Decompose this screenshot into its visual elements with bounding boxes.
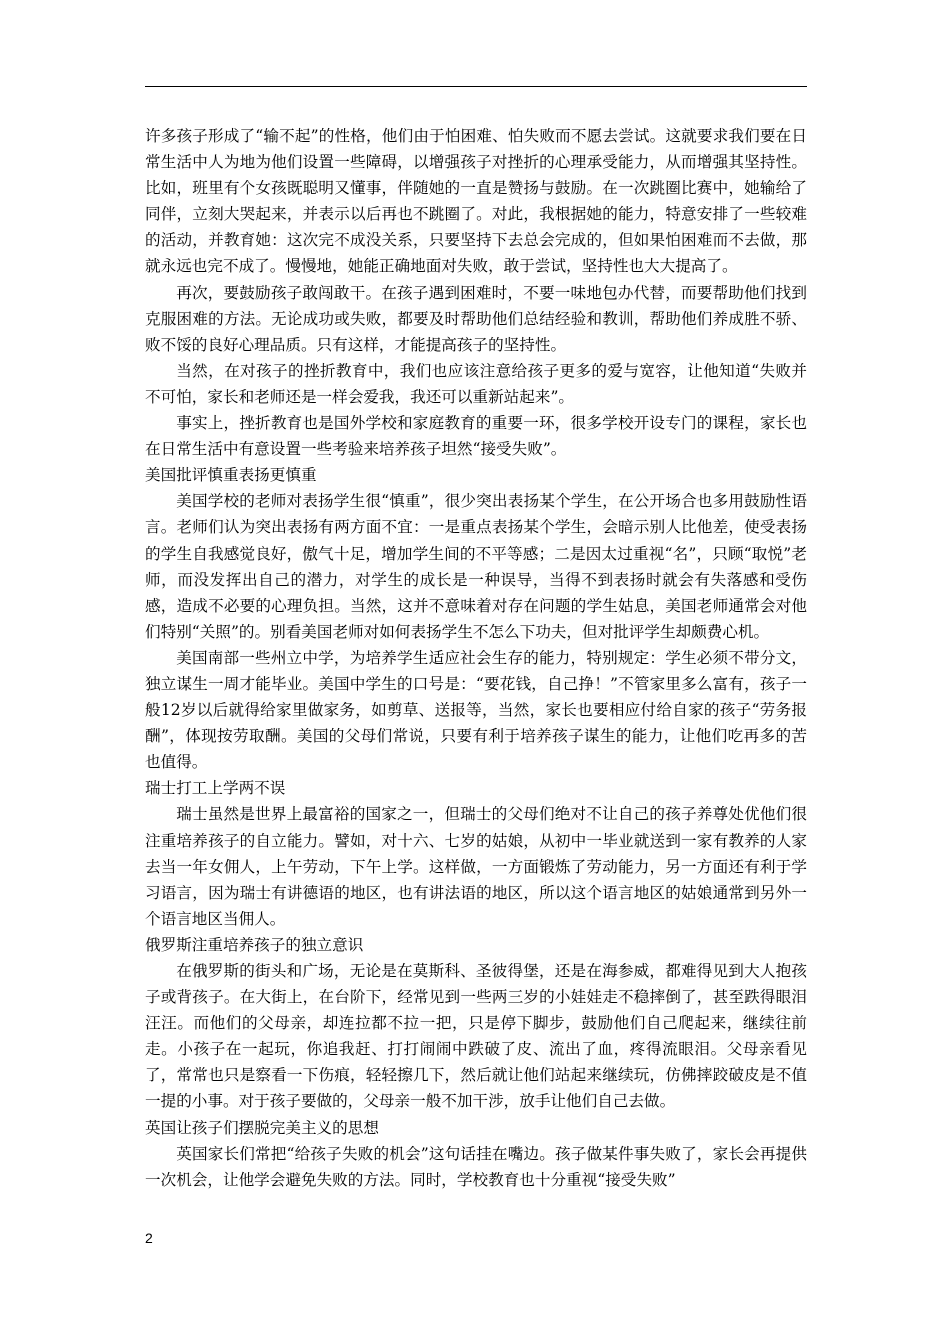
paragraph: 英国家长们常把“给孩子失败的机会”这句话挂在嘴边。孩子做某件事失败了，家长会再提供一次机会，让他学会避免失败的方法。同时，学校教育也十分重视“接受失败” xyxy=(145,1144,807,1189)
paragraph: 在俄罗斯的街头和广场，无论是在莫斯科、圣彼得堡，还是在海参威，都难得见到大人抱孩子或背孩子。在大街上，在台阶下，经常见到一些两三岁的小娃娃走不稳摔倒了，甚至跌得眼泪汪汪。而他们的父母亲，却连拉都不拉一把，只是停下脚步，鼓励他们自己爬起来，继续往前走。小孩子在一起玩，你追我赶、打打闹闹中跌破了皮、流出了血，疼得流眼泪。父母亲看见了，常常也只是察看一下伤痕，轻轻擦几下，然后就让他们站起来继续玩，仿佛摔跤破皮是不值一提的小事。对于孩子要做的，父母亲一般不加干涉，放手让他们自己去做。 xyxy=(145,962,807,1111)
section-heading: 瑞士打工上学两不误 xyxy=(145,779,286,798)
document-body xyxy=(145,123,807,1193)
section-heading: 英国让孩子们摆脱完美主义的思想 xyxy=(145,1118,379,1137)
section-heading: 俄罗斯注重培养孩子的独立意识 xyxy=(145,935,364,954)
paragraph: 再次，要鼓励孩子敢闯敢干。在孩子遇到困难时，不要一味地包办代替，而要帮助他们找到克服困难的方法。无论成功或失败，都要及时帮助他们总结经验和教训，帮助他们养成胜不骄、败不馁的良好心理品质。只有这样，才能提高孩子的坚持性。 xyxy=(145,283,807,354)
paragraph: 许多孩子形成了“输不起”的性格，他们由于怕困难、怕失败而不愿去尝试。这就要求我们要在日常生活中人为地为他们设置一些障碍，以增强孩子对挫折的心理承受能力，从而增强其坚持性。比如，班里有个女孩既聪明又懂事，伴随她的一直是赞扬与鼓励。在一次跳圈比赛中，她输给了同伴，立刻大哭起来，并表示以后再也不跳圈了。对此，我根据她的能力，特意安排了一些较难的活动，并教育她：这次完不成没关系，只要坚持下去总会完成的，但如果怕困难而不去做，那就永远也完不成了。慢慢地，她能正确地面对失败，敢于尝试，坚持性也大大提高了。 xyxy=(145,127,807,276)
paragraph: 事实上，挫折教育也是国外学校和家庭教育的重要一环，很多学校开设专门的课程，家长也在日常生活中有意设置一些考验来培养孩子坦然“接受失败”。 xyxy=(145,414,807,459)
paragraph: 美国学校的老师对表扬学生很“慎重”，很少突出表扬某个学生，在公开场合也多用鼓励性语言。老师们认为突出表扬有两方面不宜：一是重点表扬某个学生，会暗示别人比他差，使受表扬的学生自我感觉良好，傲气十足，增加学生间的不平等感；二是因太过重视“名”，只顾“取悦”老师，而没发挥出自己的潜力，对学生的成长是一种误导，当得不到表扬时就会有失落感和受伤感，造成不必要的心理负担。当然，这并不意味着对存在问题的学生姑息，美国老师通常会对他们特别“关照”的。别看美国老师对如何表扬学生不怎么下功夫，但对批评学生却颇费心机。 xyxy=(145,492,807,641)
page-number: 2 xyxy=(145,1230,153,1246)
paragraph: 瑞士虽然是世界上最富裕的国家之一，但瑞士的父母们绝对不让自己的孩子养尊处优他们很注重培养孩子的自立能力。譬如，对十六、七岁的姑娘，从初中一毕业就送到一家有教养的人家去当一年女佣人，上午劳动，下午上学。这样做，一方面锻炼了劳动能力，另一方面还有利于学习语言，因为瑞士有讲德语的地区，也有讲法语的地区，所以这个语言地区的姑娘通常到另外一个语言地区当佣人。 xyxy=(145,805,807,928)
header-rule xyxy=(145,86,807,87)
section-heading: 美国批评慎重表扬更慎重 xyxy=(145,466,317,485)
paragraph: 美国南部一些州立中学，为培养学生适应社会生存的能力，特别规定：学生必须不带分文，独立谋生一周才能毕业。美国中学生的口号是：“要花钱，自己挣！”不管家里多么富有，孩子一般12岁以后就得给家里做家务，如剪草、送报等，当然，家长也要相应付给自家的孩子“劳务报酬”，体现按劳取酬。美国的父母们常说，只要有利于培养孩子谋生的能力，让他们吃再多的苦也值得。 xyxy=(145,648,807,772)
paragraph: 当然，在对孩子的挫折教育中，我们也应该注意给孩子更多的爱与宽容，让他知道“失败并不可怕，家长和老师还是一样会爱我，我还可以重新站起来”。 xyxy=(145,361,807,406)
